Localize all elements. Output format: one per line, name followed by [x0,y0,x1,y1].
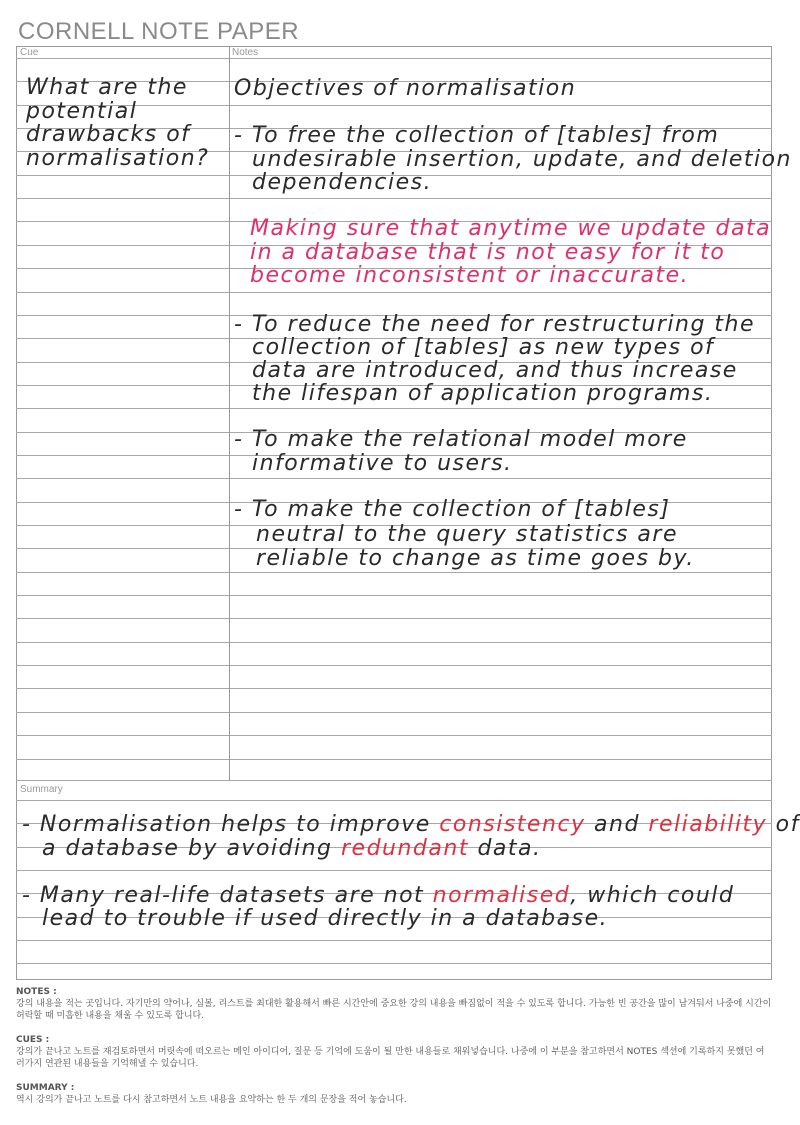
rule-line [16,800,772,801]
highlight-line: Making sure that anytime we update data [250,216,772,241]
rule-line [16,870,772,871]
guide-summary-text: 역시 강의가 끝나고 노트를 다시 참고하면서 노트 내용을 요약하는 한 두 개의 문장을 적어 놓습니다. [16,1095,407,1105]
highlight-line: become inconsistent or inaccurate. [250,263,690,288]
summary-text: and [585,812,649,837]
page-title: CORNELL NOTE PAPER [18,18,300,45]
guide-cues-title: CUES : [16,1035,50,1045]
summary-keyword: normalised [432,883,571,908]
cue-line: potential [26,99,138,124]
highlight-line: in a database that is not easy for it to [250,240,726,265]
rule-line [16,735,772,736]
rule-line [16,963,772,964]
guide-cues [16,1034,772,1070]
rule-line [16,572,772,573]
notes-line: dependencies. [252,170,433,195]
notes-heading: Objectives of normalisation [234,76,577,101]
cue-line: What are the [26,75,188,100]
rule-line [16,292,772,293]
rule-line [16,198,772,199]
summary-keyword: reliability [648,812,768,837]
summary-text: of [767,812,800,837]
rule-line [16,688,772,689]
notes-line: neutral to the query statistics are [256,522,678,547]
guide-summary [16,1082,772,1106]
notes-label: Notes [232,47,259,58]
rule-line [16,478,772,479]
summary-text: a database by avoiding [42,836,341,861]
cue-line: drawbacks of [26,122,191,147]
rule-line [16,940,772,941]
rule-line [16,58,772,59]
cue-line: normalisation? [26,146,210,171]
summary-keyword: consistency [439,812,586,837]
summary-text: , which could [570,883,735,908]
notes-line: informative to users. [252,451,513,476]
notes-line: collection of [tables] as new types of [252,335,715,360]
summary-line [22,812,800,837]
rule-line [16,759,772,760]
rule-line [16,665,772,666]
guide-summary-title: SUMMARY : [16,1083,75,1093]
rule-line [16,408,772,409]
rule-line [16,642,772,643]
notes-line: - To make the collection of [tables] [234,497,671,522]
summary-line [22,883,734,908]
summary-label: Summary [20,784,63,795]
summary-text: data. [468,836,542,861]
notes-line: the lifespan of application programs. [252,381,714,406]
notes-line: reliable to change as time goes by. [256,546,695,571]
notes-line: - To make the relational model more [234,427,688,452]
notes-line: data are introduced, and thus increase [252,358,738,383]
notes-line: undesirable insertion, update, and deletion [252,147,792,172]
rule-line [16,780,772,781]
notes-line: - To free the collection of [tables] from [234,123,720,148]
summary-text: - Normalisation helps to improve [22,812,440,837]
cue-divider [229,46,230,780]
cue-label: Cue [20,47,39,58]
guide-notes-title: NOTES : [16,987,57,997]
rule-line [16,618,772,619]
summary-keyword: redundant [341,836,469,861]
summary-text: - Many real-life datasets are not [22,883,433,908]
guide-notes [16,986,772,1022]
rule-line [16,712,772,713]
summary-line [42,836,542,861]
guide-notes-text: 강의 내용을 적는 곳입니다. 자기만의 약어나, 심볼, 리스트를 최대한 활용해서 빠른 시간안에 중요한 강의 내용을 빠짐없이 적을 수 있도록 합니다. 가능한 빈 공간을 많이 남겨둬서 나중에 시간이 허락할 때 미흡한 내용을 채울 수 있도록 합니다. [16,999,772,1021]
summary-line: lead to trouble if used directly in a database. [42,906,609,931]
guide-cues-text: 강의가 끝나고 노트를 재검토하면서 머릿속에 떠오르는 메인 아이디어, 질문 등 기억에 도움이 될 만한 내용들로 채워넣습니다. 나중에 이 부분을 참고하면서 NOTES 섹션에 기록하지 못했던 여러가지 연관된 내용들을 기억해낼 수 있습니다. [16,1047,765,1069]
rule-line [16,595,772,596]
notes-line: - To reduce the need for restructuring the [234,312,756,337]
